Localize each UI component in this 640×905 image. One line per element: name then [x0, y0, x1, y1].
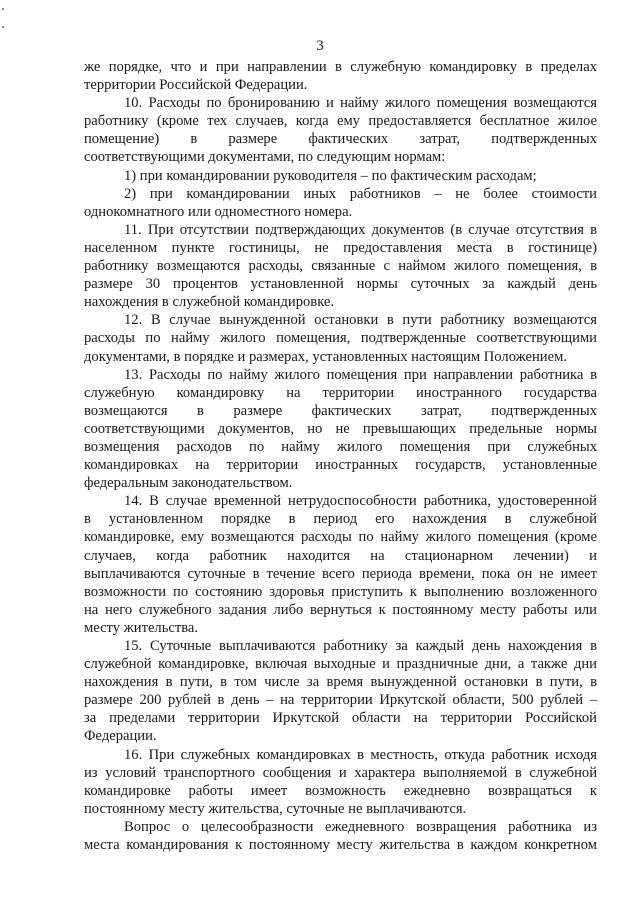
text-line: 2) при командировании иных работников – не более стоимости — [124, 185, 597, 202]
text-line: места командирования к постоянному месту жительства в каждом конкретном — [84, 837, 597, 854]
text-line: 15. Суточные выплачиваются работнику за каждый день нахождения в — [124, 638, 597, 654]
text-line: на него служебного задания либо вернуться к постоянному месту работы или — [84, 601, 597, 618]
text-line: случаев, когда работник находится на стационарном лечении) и — [84, 547, 597, 564]
text-line: в установленном порядке в период его нахождения в служебной — [84, 511, 597, 528]
text-line: командировке, ему возмещаются расходы по найму жилого помещения (кроме — [84, 529, 597, 546]
scan-mark — [2, 26, 4, 28]
text-line: работнику возмещаются расходы, связанные с наймом жилого помещения, в — [84, 258, 597, 275]
text-line: соответствующими документов, но не превышающих предельные нормы — [84, 420, 597, 437]
text-line: 16. При служебных командировках в местность, откуда работник исходя — [124, 746, 597, 763]
text-line: населенном пункте гостиницы, не предоставления места в гостинице) — [84, 239, 597, 256]
text-line: территории Российской Федерации. — [84, 77, 308, 94]
text-line: же порядке, что и при направлении в служебную командировку в пределах — [84, 59, 597, 75]
text-line: 14. В случае временной нетрудоспособности работника, удостоверенной — [124, 493, 597, 510]
text-line: Вопрос о целесообразности ежедневного возвращения работника из — [124, 818, 597, 835]
page-number: 3 — [316, 38, 324, 54]
text-line: расходы по найму жилого помещения, подтвержденные соответствующими — [84, 330, 597, 347]
text-line: работнику (кроме тех случаев, когда ему предоставляется бесплатное жилое — [84, 113, 597, 130]
text-line: соответствующими документами, по следующим нормам: — [84, 149, 446, 166]
text-line: 1) при командировании руководителя – по фактическим расходам; — [124, 167, 537, 184]
text-line: нахождения в служебной командировке. — [84, 294, 335, 311]
text-line: 11. При отсутствии подтверждающих документов (в случае отсутствия в — [124, 221, 597, 238]
text-line: месту жительства. — [84, 619, 199, 636]
text-line: 13. Расходы по найму жилого помещения при направлении работника в — [124, 366, 597, 383]
text-line: нахождения в пути, в том числе за время вынужденной остановки в пути, в — [84, 674, 597, 691]
text-line: размере 30 процентов установленной нормы суточных за каждый день — [84, 276, 597, 293]
text-line: возмещаются в размере фактических затрат, подтвержденных — [84, 402, 597, 419]
text-line: федеральным законодательством. — [84, 475, 293, 492]
scan-mark — [2, 8, 4, 10]
text-line: 10. Расходы по бронированию и найму жилого помещения возмещаются — [124, 95, 597, 112]
text-line: размере 200 рублей в день – на территории Иркутской области, 500 рублей – — [84, 692, 597, 709]
text-line: помещение) в размере фактических затрат, подтвержденных — [84, 131, 597, 148]
text-line: из условий транспортного сообщения и характера выполняемой в служебной — [84, 764, 597, 781]
text-line: однокомнатного или одноместного номера. — [84, 203, 353, 220]
text-line: возмещения расходов по найму жилого помещения при служебных — [84, 438, 597, 455]
text-line: служебной командировке, включая выходные и праздничные дни, а также дни — [84, 656, 597, 673]
text-line: 12. В случае вынужденной остановки в пути работнику возмещаются — [124, 312, 597, 329]
text-line: документами, в порядке и размерах, установленных настоящим Положением. — [84, 348, 567, 365]
text-line: возможности по состоянию здоровья приступить к выполнению возложенного — [84, 583, 597, 600]
text-line: Федерации. — [84, 728, 157, 745]
text-line: служебную командировку на территории иностранного государства — [84, 384, 597, 401]
text-line: командировке работы имеет возможность ежедневно возвращаться к — [84, 782, 597, 799]
text-line: постоянному месту жительства, суточные не выплачиваются. — [84, 800, 467, 817]
document-body — [84, 58, 597, 854]
text-line: выплачиваются суточные в течение всего периода времени, пока он не имеет — [84, 565, 597, 582]
text-line: за пределами территории Иркутской области на территории Российской — [84, 710, 597, 727]
text-line: командировках на территории иностранных государств, установленные — [84, 457, 597, 474]
